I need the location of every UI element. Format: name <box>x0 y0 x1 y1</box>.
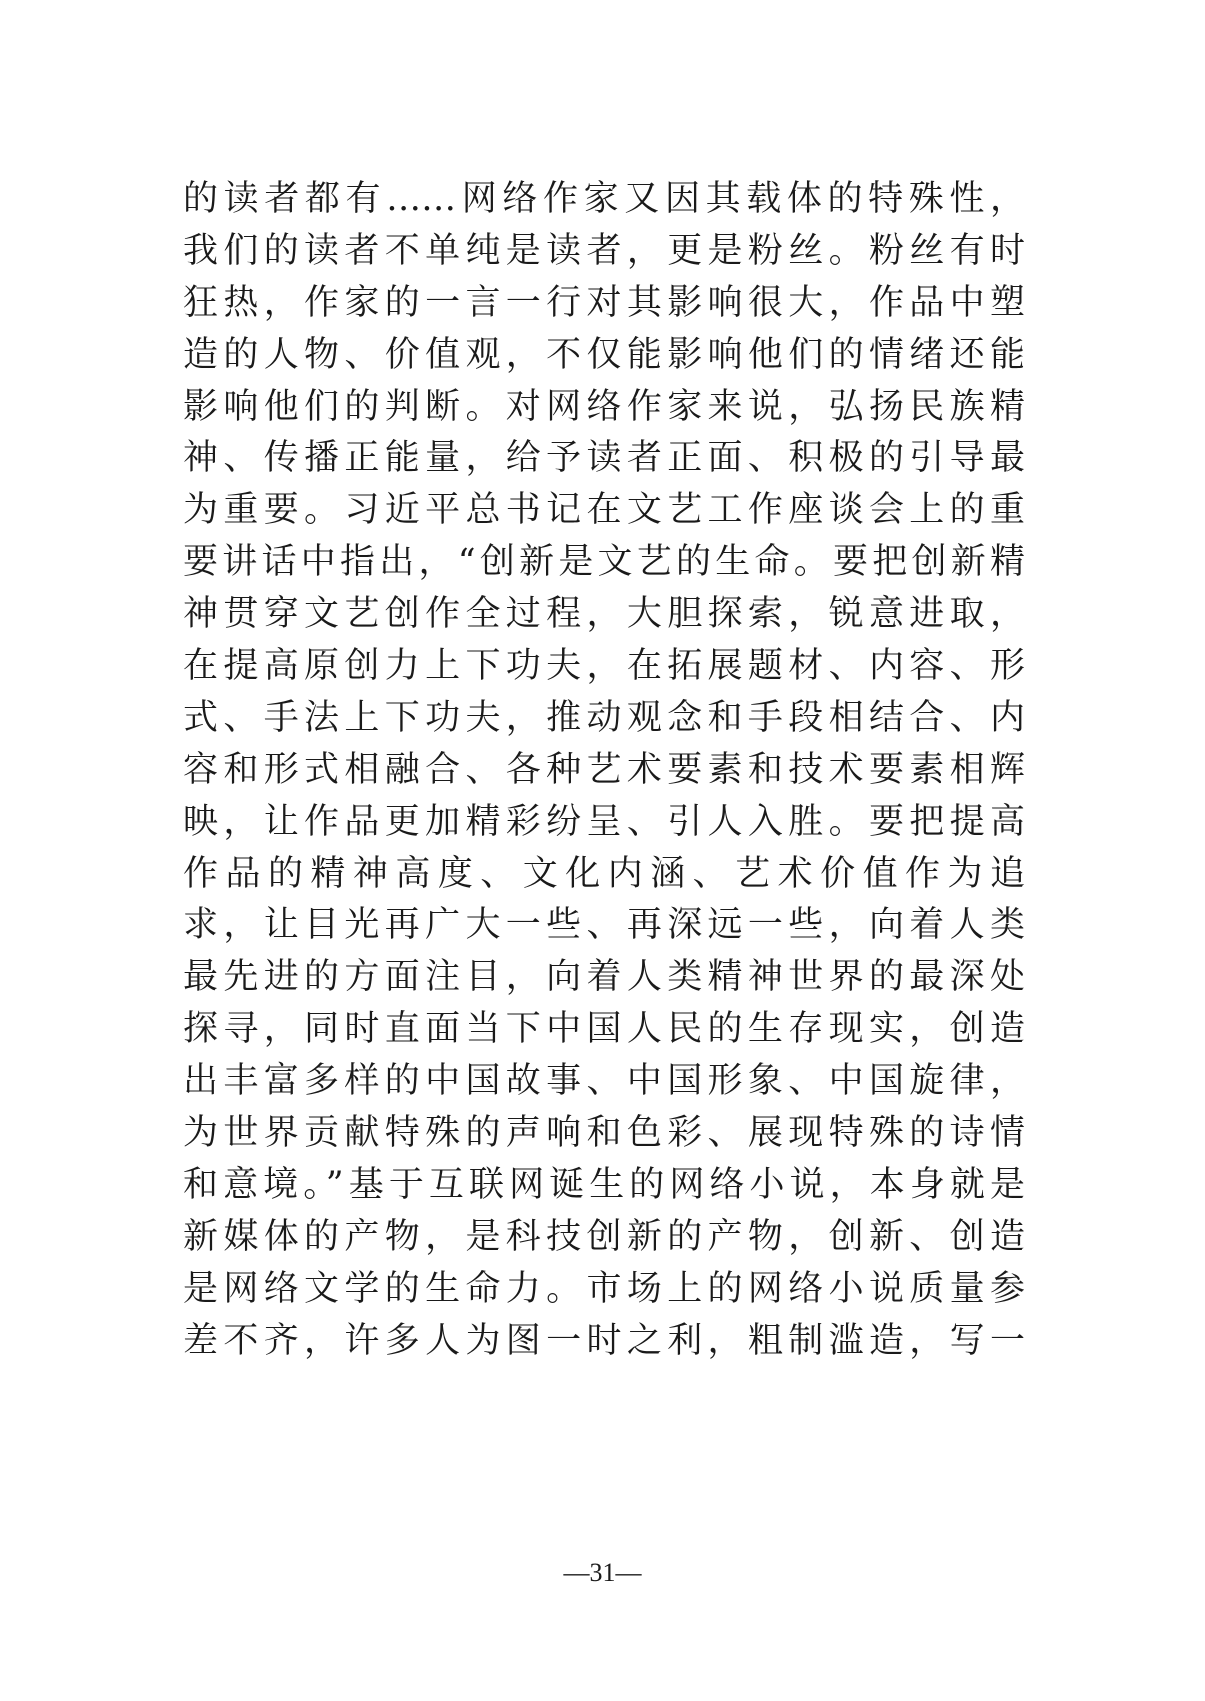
text-line: 造的人物、价值观，不仅能影响他们的情绪还能 <box>183 334 1025 375</box>
text-line: 为重要。习近平总书记在文艺工作座谈会上的重 <box>183 490 1025 531</box>
text-line: 的读者都有……网络作家又因其载体的特殊性， <box>183 179 1025 219</box>
text-line: 我们的读者不单纯是读者，更是粉丝。粉丝有时 <box>183 230 1025 271</box>
text-line: 在提高原创力上下功夫，在拓展题材、内容、形 <box>183 646 1025 687</box>
text-line: 式、手法上下功夫，推动观念和手段相结合、内 <box>183 697 1025 738</box>
text-line: 为世界贡献特殊的声响和色彩、展现特殊的诗情 <box>183 1113 1025 1154</box>
page-number: —31— <box>563 1558 642 1587</box>
text-line: 和意境。”基于互联网诞生的网络小说，本身就是 <box>183 1164 1025 1205</box>
text-line: 神贯穿文艺创作全过程，大胆探索，锐意进取， <box>183 594 1025 635</box>
text-line: 出丰富多样的中国故事、中国形象、中国旋律， <box>183 1061 1025 1102</box>
text-line: 影响他们的判断。对网络作家来说，弘扬民族精 <box>183 386 1025 427</box>
text-line: 探寻，同时直面当下中国人民的生存现实，创造 <box>183 1009 1025 1050</box>
text-line: 狂热，作家的一言一行对其影响很大，作品中塑 <box>183 282 1025 323</box>
text-line: 作品的精神高度、文化内涵、艺术价值作为追 <box>183 853 1025 894</box>
text-line: 神、传播正能量，给予读者正面、积极的引导最 <box>183 438 1025 479</box>
text-line: 新媒体的产物，是科技创新的产物，创新、创造 <box>183 1216 1025 1257</box>
text-line: 容和形式相融合、各种艺术要素和技术要素相辉 <box>183 749 1025 790</box>
text-line: 要讲话中指出，“创新是文艺的生命。要把创新精 <box>183 542 1025 583</box>
text-line: 求，让目光再广大一些、再深远一些，向着人类 <box>183 905 1025 946</box>
text-line: 映，让作品更加精彩纷呈、引人入胜。要把提高 <box>183 801 1025 842</box>
text-line: 是网络文学的生命力。市场上的网络小说质量参 <box>183 1268 1025 1309</box>
text-line: 差不齐，许多人为图一时之利，粗制滥造，写一 <box>183 1320 1025 1361</box>
text-line: 最先进的方面注目，向着人类精神世界的最深处 <box>183 957 1025 998</box>
body-paragraph <box>183 174 1025 1367</box>
